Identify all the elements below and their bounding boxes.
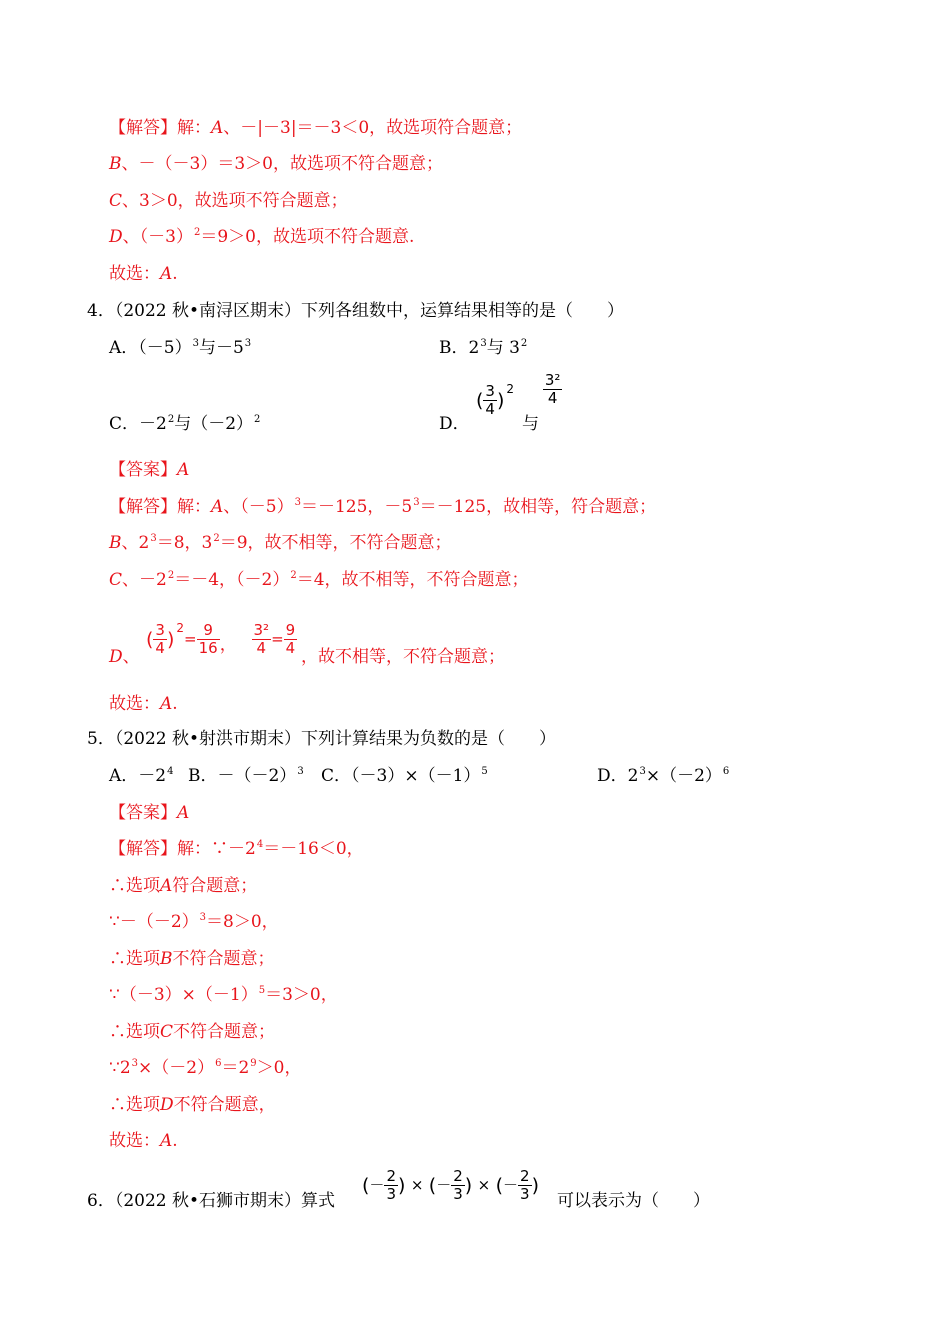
solution-label: 【解答】解：: [109, 497, 211, 517]
expr-part: ×（－2）: [645, 766, 722, 786]
q5-answer: [109, 802, 189, 824]
denominator: 16: [198, 639, 218, 657]
denominator: 3: [520, 1185, 530, 1203]
q5-solution-7: [109, 1057, 301, 1082]
option-letter: D: [109, 227, 123, 247]
numerator: 3²: [544, 371, 561, 389]
q4-answer: [109, 459, 189, 481]
expr-part: ＝9，故不相等，不符合题意；: [219, 533, 452, 553]
expr-part: ＝4，故不相等，不符合题意；: [296, 570, 529, 590]
numerator: 3: [485, 382, 495, 400]
expr-part: 、－2: [122, 570, 167, 590]
option-letter: D: [160, 1095, 174, 1115]
exponent: 2: [176, 621, 185, 635]
left-paren: (: [146, 628, 154, 651]
expr-part: 不符合题意，: [173, 1095, 276, 1115]
numerator: 2: [386, 1167, 396, 1185]
expr-part: D．2: [597, 766, 639, 786]
left-paren: (: [428, 1174, 437, 1197]
choice-end: .: [172, 694, 178, 714]
q5-solution-1: [109, 838, 364, 863]
expr-part: ＝－4，（－2）: [174, 570, 290, 590]
q4-solution-line-d-label: [109, 646, 140, 668]
exponent: 2: [254, 414, 261, 425]
solution-label: 【解答】解：: [109, 839, 211, 859]
expr-part: ∵－2: [211, 839, 256, 859]
fraction: [153, 622, 167, 657]
q4-solution-line-d-formula: [146, 621, 297, 657]
expr-part: C．（－3）×（－1）: [321, 766, 481, 786]
q4-solution-line-d-text: ，故不相等，不符合题意；: [301, 647, 505, 667]
exponent: 3: [294, 497, 301, 508]
left-paren: (: [476, 389, 484, 412]
exponent: 3: [150, 533, 157, 544]
expr-part: ∴选项: [109, 876, 160, 896]
equals-sign: =: [184, 630, 197, 648]
expr-part: ∴选项: [109, 949, 160, 969]
numerator: 3²: [253, 621, 270, 639]
answer-value: A: [177, 460, 190, 480]
fraction: [483, 383, 497, 418]
exponent: 2: [520, 338, 528, 349]
option-letter: B: [109, 533, 122, 553]
expr-part: ＝9＞0，故选项不符合题意.: [200, 227, 415, 247]
expr-part: ＝3＞0，: [265, 985, 338, 1005]
equals-sign: =: [271, 630, 284, 648]
expr-part: ＝8＞0，: [206, 912, 279, 932]
choice-label: 故选：: [109, 264, 160, 284]
q5-solution-5: [109, 984, 338, 1009]
exponent: 2: [213, 533, 220, 544]
q4-solution-line-b: [109, 532, 452, 557]
numerator: 9: [285, 621, 296, 639]
choice-answer: A: [160, 1131, 173, 1151]
exponent: 5: [258, 985, 266, 996]
expr-part: 、（－5）: [223, 497, 294, 517]
expr-part: ∵2: [109, 1058, 131, 1078]
q3-solution-line-d: [109, 226, 414, 251]
exponent: 3: [192, 338, 199, 349]
expr-part: 不符合题意；: [173, 1022, 276, 1042]
solution-text: 、－（－3）＝3＞0，故选项不符合题意；: [121, 154, 443, 174]
option-letter: B: [160, 949, 173, 969]
exponent: 3: [297, 766, 304, 777]
right-paren: ): [531, 1174, 539, 1197]
exponent: 5: [481, 766, 488, 777]
expr-part: 与 3: [486, 338, 520, 358]
right-paren: ): [496, 389, 505, 412]
q4-option-a: [109, 337, 251, 362]
expr-part: ＞0，: [256, 1058, 302, 1078]
q6-stem-prefix: 6．（2022 秋•石狮市期末）算式: [87, 1191, 336, 1211]
numerator: 9: [203, 621, 213, 639]
q4-option-b: [439, 337, 527, 362]
q5-solution-8: [109, 1094, 276, 1116]
expr-part: 与（－2）: [174, 414, 254, 434]
q6-stem-suffix: 可以表示为（ ）: [557, 1191, 710, 1211]
choice-answer: A: [160, 264, 173, 284]
q4-option-d-label: D．: [439, 414, 470, 434]
exponent: 6: [215, 1058, 222, 1069]
expr-part: ∵－（－2）: [109, 912, 199, 932]
q6-expression: [362, 1168, 539, 1203]
q4-option-d-formula: [476, 372, 562, 418]
denominator: 4: [285, 639, 296, 657]
expr-part: ∵（－3）×（－1）: [109, 985, 258, 1005]
q4-option-d-join: 与: [522, 414, 539, 434]
expr-part: ＝8，3: [156, 533, 213, 553]
option-letter: C: [109, 191, 123, 211]
solution-text: 、－|－3|＝－3＜0，故选项符合题意；: [223, 118, 523, 138]
expr-part: B．－（－2）: [188, 766, 297, 786]
minus-sign: －: [503, 1176, 519, 1194]
fraction: [451, 1168, 465, 1203]
choice-answer: A: [160, 694, 173, 714]
exponent: 2: [167, 570, 175, 581]
choice-label: 故选：: [109, 1131, 160, 1151]
denominator: 3: [386, 1185, 396, 1203]
exponent: 3: [199, 912, 207, 923]
exponent: 3: [131, 1058, 139, 1069]
option-letter: A: [211, 118, 224, 138]
expr-part: 不符合题意；: [172, 949, 275, 969]
exponent: 3: [244, 338, 252, 349]
exponent: 2: [290, 570, 297, 581]
q5-option-c: [321, 765, 488, 790]
option-letter: A: [211, 497, 224, 517]
q5-stem: 5．（2022 秋•射洪市期末）下列计算结果为负数的是（ ）: [87, 729, 557, 749]
choice-label: 故选：: [109, 694, 160, 714]
denominator: 4: [485, 400, 495, 418]
expr-part: 、（－3）: [122, 227, 193, 247]
expr-part: ＝－16＜0，: [263, 839, 364, 859]
numerator: 2: [453, 1167, 463, 1185]
expr-part: C．－2: [109, 414, 167, 434]
denominator: 4: [543, 389, 563, 407]
left-paren: (: [362, 1174, 370, 1197]
expr-part: B．2: [439, 338, 480, 358]
expr-part: ＝－125，－5: [300, 497, 413, 517]
q5-solution-3: [109, 911, 279, 936]
q5-option-a: [109, 765, 173, 790]
denominator: 4: [155, 639, 165, 657]
q4-solution-line-a: [109, 496, 656, 521]
minus-sign: －: [369, 1176, 385, 1194]
fraction: [384, 1168, 398, 1203]
exponent: 3: [413, 497, 420, 508]
expr-part: ＝－125，故相等，符合题意；: [419, 497, 657, 517]
q3-solution-line-b: [109, 153, 443, 175]
q5-option-b: [188, 765, 304, 790]
answer-label: 【答案】: [109, 460, 177, 480]
numerator: 2: [520, 1167, 530, 1185]
solution-text: 、3＞0，故选项不符合题意；: [122, 191, 348, 211]
expr-part: ∴选项: [109, 1022, 160, 1042]
expr-part: ∴选项: [109, 1095, 160, 1115]
fraction: [284, 622, 298, 657]
right-paren: ): [464, 1174, 473, 1197]
denominator: 4: [252, 639, 272, 657]
expr-part: 与－5: [198, 338, 244, 358]
expr-part: A．－2: [109, 766, 167, 786]
right-paren: ): [397, 1174, 406, 1197]
exponent: 2: [506, 382, 515, 396]
solution-label: 【解答】解：: [109, 118, 211, 138]
times-sign: ×: [477, 1176, 491, 1194]
fraction: [252, 622, 272, 657]
q5-solution-2: [109, 875, 257, 897]
q3-solution-line-a: [109, 117, 522, 139]
q5-choice: [109, 1130, 178, 1152]
option-letter: D: [109, 647, 123, 667]
q5-solution-6: [109, 1021, 275, 1043]
times-sign: ×: [410, 1176, 424, 1194]
fraction: [197, 622, 220, 657]
choice-end: .: [172, 1131, 178, 1151]
exponent: 2: [193, 227, 201, 238]
exponent: 9: [250, 1058, 257, 1069]
expr-part: A．（－5）: [109, 338, 192, 358]
exponent: 3: [480, 338, 487, 349]
expr-part: 符合题意；: [172, 876, 258, 896]
q5-option-d: [597, 765, 729, 790]
exponent: 2: [167, 414, 175, 425]
option-letter: C: [160, 1022, 174, 1042]
fraction: [543, 372, 563, 407]
numerator: 3: [155, 621, 165, 639]
option-letter: C: [109, 570, 123, 590]
q3-solution-line-c: [109, 190, 348, 212]
exponent: 6: [722, 766, 730, 777]
option-letter: A: [160, 876, 173, 896]
q4-choice: [109, 693, 178, 715]
q4-solution-line-c: [109, 569, 529, 594]
q4-option-c: [109, 413, 260, 438]
left-paren: (: [495, 1174, 504, 1197]
answer-value: A: [177, 803, 190, 823]
fraction: [518, 1168, 532, 1203]
expr-part: ＝2: [221, 1058, 250, 1078]
option-letter: B: [109, 154, 122, 174]
right-paren: ): [166, 628, 175, 651]
expr-part: ×（－2）: [138, 1058, 215, 1078]
minus-sign: －: [436, 1176, 452, 1194]
exponent: 4: [167, 766, 174, 777]
q4-stem: 4．（2022 秋•南浔区期末）下列各组数中，运算结果相等的是（ ）: [87, 301, 625, 321]
denominator: 3: [453, 1185, 463, 1203]
q3-choice: [109, 263, 178, 285]
q5-solution-4: [109, 948, 275, 970]
separator: 、: [122, 647, 140, 667]
expr-part: 、2: [121, 533, 150, 553]
answer-label: 【答案】: [109, 803, 177, 823]
exponent: 4: [256, 839, 264, 850]
exponent: 3: [639, 766, 646, 777]
choice-end: .: [172, 264, 178, 284]
separator: ，: [219, 635, 237, 655]
